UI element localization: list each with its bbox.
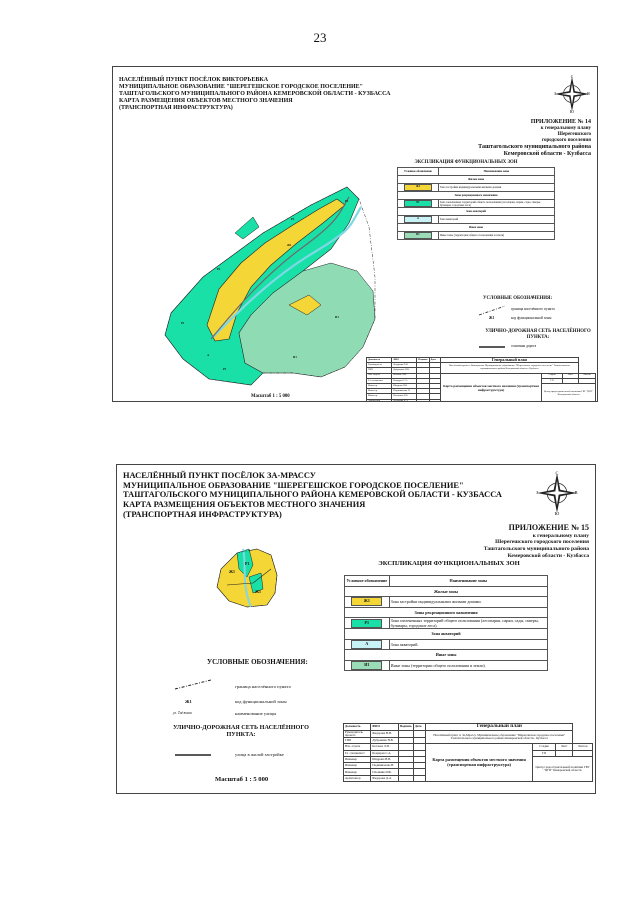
conditions-title: УСЛОВНЫЕ ОБОЗНАЧЕНИЯ: — [483, 296, 553, 301]
stamp-person: Бондарев С.А. — [371, 750, 398, 756]
stamp-role: Инженер — [344, 763, 371, 769]
stamp-col-head: Должность — [344, 724, 371, 731]
legend-code-cell — [345, 597, 390, 608]
legend-group-row — [398, 176, 555, 184]
legend-swatch: Ж1 — [351, 597, 382, 606]
solid-line-icon — [477, 345, 507, 349]
stamp-role: Инженер — [344, 756, 371, 762]
svg-text:С: С — [570, 75, 574, 79]
legend-header-name: Наименование зоны — [438, 168, 554, 176]
legend-header-code: Условное обозначение — [345, 576, 390, 587]
legend-group-name: Зоны рекреационного назначения — [398, 192, 555, 200]
svg-text:Ю: Ю — [554, 511, 560, 515]
map-sheet-za-mrassu — [116, 464, 596, 794]
legend-code-cell — [345, 660, 390, 671]
legend-group-row — [398, 208, 555, 216]
legend-code-cell — [398, 184, 439, 192]
stamp-person: Дубровина Н.В. — [392, 368, 417, 373]
zone-code-label: Р1 — [245, 561, 250, 566]
legend-row — [345, 597, 548, 608]
stamp-sheet-head: Лист — [562, 373, 578, 378]
legend-zone-name: Зона акваторий. — [389, 639, 547, 650]
legend-swatch: А — [351, 640, 382, 649]
stamp-person: Шадрова Н.В. — [392, 384, 417, 389]
svg-text:Ю: Ю — [570, 110, 574, 113]
stamp-role: ГИП — [344, 737, 371, 743]
zone-code-label: Р1 — [181, 321, 185, 325]
stamp-person: Котлова Л.И. — [371, 744, 398, 750]
appendix-line: к генеральному плану — [540, 126, 591, 132]
stamp-row — [344, 730, 593, 737]
stamp-person: Федорова Н.В. — [392, 363, 417, 368]
stamp-person: Федорова Н.В. — [371, 730, 398, 737]
title-line: МУНИЦИПАЛЬНОЕ ОБРАЗОВАНИЕ "ШЕРЕГЕШСКОЕ ГОРОДСКОЕ ПОСЕЛЕНИЕ" — [123, 480, 464, 490]
zone-code-label: Р1 — [217, 267, 221, 271]
stamp-stage: ГП — [542, 378, 563, 383]
title-line: КАРТА РАЗМЕЩЕНИЯ ОБЪЕКТОВ МЕСТНОГО ЗНАЧЕНИЯ — [123, 499, 366, 509]
title-line: МУНИЦИПАЛЬНОЕ ОБРАЗОВАНИЕ "ШЕРЕГЕШСКОЕ ГОРОДСКОЕ ПОСЕЛЕНИЕ" — [119, 83, 364, 90]
legend-group-name: Зона акваторий — [345, 629, 548, 640]
title-line: КАРТА РАЗМЕЩЕНИЯ ОБЪЕКТОВ МЕСТНОГО ЗНАЧЕНИЯ — [119, 97, 293, 104]
stamp-role: Инженер — [367, 394, 392, 399]
appendix-line: Шерегешского — [557, 132, 591, 138]
stamp-doc-name: Карта размещения объектов местного значения (транспортная инфраструктура) — [426, 744, 533, 782]
stamp-person: Плонкина Р.Ф. — [371, 769, 398, 775]
title-line: ТАШТАГОЛЬСКОГО МУНИЦИПАЛЬНОГО РАЙОНА КЕМЕРОВСКОЙ ОБЛАСТИ - КУЗБАССА — [119, 90, 391, 97]
stamp-signature — [398, 730, 413, 737]
map-sheet-viktorievka — [112, 66, 598, 402]
stamp-role: Инженер — [344, 769, 371, 775]
legend-swatch: И1 — [404, 232, 432, 239]
legend-group-name: Жилые зоны — [345, 586, 548, 597]
legend-row — [345, 618, 548, 629]
stamp-org: Центр градостроительной политики ГБУ "ЦГП" Кемеровской области — [542, 384, 596, 402]
stamp-subtitle: Населённый пункт п. Викторьевка. Муниципальное образование "Шерегешское городское поселение" Таштагольского муниципального района Кемеровской области - Кузбасса — [441, 363, 579, 373]
zone-code-label: И1 — [335, 315, 339, 319]
stamp-date — [413, 730, 425, 737]
zone-code-label: Р1 — [223, 367, 227, 371]
legend-group-row — [345, 586, 548, 597]
zone-code-label: И1 — [293, 355, 297, 359]
legend-row — [345, 660, 548, 671]
stamp-date — [413, 775, 425, 781]
stamp-person: Федорова Д.А. — [371, 775, 398, 781]
legend-group-row — [345, 629, 548, 640]
condition-label: код функциональной зоны — [235, 699, 287, 704]
legend-zone-name: Зона застройки индивидуальными жилыми домами — [438, 184, 554, 192]
map-scale: Масштаб 1 : 5 000 — [215, 776, 269, 783]
zone-code-label: Ж1 — [287, 243, 292, 247]
stamp-person: Подшивалова Н. — [392, 389, 417, 394]
stamp-role: Архитектор — [344, 775, 371, 781]
dash-dot-line-icon — [477, 303, 507, 317]
stamp-sheet-head: Листов — [578, 373, 595, 378]
stamp-sheet-head: Листов — [573, 744, 593, 750]
stamp-role: Инженер — [367, 389, 392, 394]
stamp-title: Генеральный план — [441, 358, 579, 363]
legend-header-row — [398, 168, 555, 176]
legend-swatch: Ж1 — [404, 184, 432, 191]
stamp-person: Шадрова Н.В. — [371, 756, 398, 762]
stamp-sheet-head: Стадия — [533, 744, 556, 750]
conditions-title: УСЛОВНЫЕ ОБОЗНАЧЕНИЯ: — [207, 658, 308, 666]
stamp-person: Котлова Л.И. — [392, 373, 417, 378]
stamp-doc-name: Карта размещения объектов местного значения (транспортная инфраструктура) — [441, 373, 542, 402]
solid-line-icon — [173, 753, 213, 757]
stamp-role: Гл. специалист — [367, 378, 392, 383]
stamp-col-head: Подпись — [399, 724, 412, 729]
condition-label: наименование улицы — [235, 711, 277, 716]
legend-group-name: Жилые зоны — [398, 176, 555, 184]
compass-rose-icon — [553, 75, 591, 113]
appendix-block — [387, 523, 589, 559]
title-line: НАСЕЛЁННЫЙ ПУНКТ ПОСЁЛОК ВИКТОРЬЕВКА — [119, 77, 269, 83]
condition-label: код функциональной зоны — [511, 316, 552, 320]
zone-code-label: Р1 — [345, 199, 349, 203]
stamp-date — [429, 399, 440, 402]
condition-label: граница населённого пункта — [511, 307, 555, 311]
stamp-col-head: Дата — [429, 358, 440, 363]
legend-code-cell — [345, 618, 390, 629]
stamp-col-head: Дата — [413, 724, 425, 731]
zone-code-label: Ж1 — [255, 589, 261, 594]
legend-row — [398, 200, 555, 208]
street-network-title: УЛИЧНО-ДОРОЖНАЯ СЕТЬ НАСЕЛЁННОГО ПУНКТА: — [173, 724, 309, 739]
stamp-person: Дубровина Н.В. — [371, 737, 398, 743]
stamp-person: Федорова Д.А. — [392, 399, 417, 402]
legend-header-name: Наименование зоны — [389, 576, 547, 587]
legend-group-name: Иные зоны — [345, 650, 548, 661]
zone-code-label: А — [207, 353, 210, 357]
stamp-role: Руководитель — [367, 363, 392, 368]
legend-swatch: И1 — [351, 661, 382, 670]
title-line: (ТРАНСПОРТНАЯ ИНФРАСТРУКТУРА) — [119, 104, 233, 111]
svg-text:З: З — [553, 91, 556, 96]
stamp-role: Архитектор — [367, 399, 392, 402]
condition-symbol: ул. Таёжная — [173, 711, 192, 715]
legend-group-name: Иные зоны — [398, 224, 555, 232]
legend-zone-name: Зона озелененных территорий общего пользования (лесопарки, парки, сады, скверы, бульвары, городские леса). — [389, 618, 547, 629]
street-network-title: УЛИЧНО-ДОРОЖНАЯ СЕТЬ НАСЕЛЁННОГО ПУНКТА: — [485, 329, 591, 340]
title-block-stamp — [366, 357, 596, 402]
title-line: (ТРАНСПОРТНАЯ ИНФРАСТРУКТУРА) — [123, 509, 282, 519]
svg-text:С: С — [555, 471, 559, 476]
stamp-signature — [398, 775, 413, 781]
svg-text:В: В — [574, 490, 578, 496]
zone-code-label: Ж1 — [229, 569, 235, 574]
stamp-title: Генеральный план — [426, 724, 573, 731]
legend-group-name: Зона акваторий — [398, 208, 555, 216]
stamp-sheet-head: Стадия — [542, 373, 563, 378]
legend-zone-name: Иные зоны (территории общего пользования и земли) — [438, 232, 554, 240]
street-item-label: улица в жилой застройке — [235, 752, 284, 757]
stamp-person: Плонкина Р.Ф. — [392, 394, 417, 399]
stamp-role: Нач. отдела — [344, 744, 371, 750]
svg-text:В: В — [587, 91, 590, 96]
stamp-col-head: ФИО — [392, 358, 417, 363]
zone-legend-table — [397, 167, 555, 240]
zone-recreation-r1 — [235, 217, 259, 239]
appendix-line: Кемеровской области - Кузбасса — [503, 151, 591, 158]
legend-zone-name: Иные зоны (территории общего пользования и земли). — [389, 660, 547, 671]
legend-header-code: Условное обозначение — [398, 168, 439, 176]
stamp-sheet-head: Лист — [555, 744, 572, 750]
legend-group-name: Зоны рекреационного назначения — [345, 607, 548, 618]
legend-zone-name: Зона озелененных территорий общего пользования (лесопарки, парки, сады, скверы, бульвары, городские леса) — [438, 200, 554, 208]
legend-swatch: Р1 — [404, 200, 432, 207]
stamp-org: Центр градостроительной политики ГБУ "ЦГП" Кемеровской области — [533, 756, 593, 781]
legend-code-cell — [345, 639, 390, 650]
condition-symbol: Ж1 — [185, 699, 192, 704]
legend-group-row — [398, 192, 555, 200]
stamp-subtitle: Населённый пункт п. За-Мрассу. Муниципальное образование "Шерегешское городское поселение" Таштагольского муниципального района Кемеровской области - Кузбасса — [426, 730, 573, 744]
map-scale: Масштаб 1 : 5 000 — [251, 394, 290, 399]
dash-dot-line-icon — [173, 677, 213, 691]
stamp-col-head: Должность — [367, 358, 392, 363]
legend-swatch: Р1 — [351, 619, 382, 628]
appendix-line: Таштагольского муниципального района — [483, 546, 589, 552]
title-block-stamp — [343, 723, 593, 782]
legend-swatch: А — [404, 216, 432, 223]
stamp-role: Нач. отдела — [367, 373, 392, 378]
stamp-stage: ГП — [533, 750, 556, 756]
street-item-label: основная дорога — [511, 344, 537, 348]
stamp-col-head: Подпись — [418, 357, 428, 361]
stamp-signature — [417, 399, 429, 402]
stamp-role: ГИП — [367, 368, 392, 373]
explication-title: ЭКСПЛИКАЦИЯ ФУНКЦИОНАЛЬНЫХ ЗОН — [378, 560, 520, 567]
appendix-number: ПРИЛОЖЕНИЕ № 15 — [508, 523, 589, 532]
stamp-role: Инженер — [367, 384, 392, 389]
legend-code-cell — [398, 200, 439, 208]
legend-row — [398, 184, 555, 192]
stamp-person: Подшивалова Н. — [371, 763, 398, 769]
appendix-line: городского поселения — [541, 138, 591, 144]
appendix-line: к генеральному плану — [532, 532, 589, 539]
svg-text:З: З — [536, 490, 539, 496]
stamp-role: Руководитель проекта — [344, 730, 371, 737]
condition-symbol: Ж1 — [489, 316, 495, 320]
legend-zone-name: Зона акваторий — [438, 216, 554, 224]
legend-row — [398, 216, 555, 224]
legend-row — [345, 639, 548, 650]
zone-code-label: Р1 — [291, 217, 295, 221]
compass-rose-icon — [535, 471, 579, 515]
legend-header-row — [345, 576, 548, 587]
appendix-line: Кемеровской области - Кузбасса — [507, 552, 589, 559]
legend-group-row — [345, 607, 548, 618]
zone-legend-table — [344, 575, 548, 671]
stamp-person: Бондарев С.А. — [392, 378, 417, 383]
legend-group-row — [398, 224, 555, 232]
legend-zone-name: Зона застройки индивидуальными жилыми домами. — [389, 597, 547, 608]
stamp-role: Гл. специалист — [344, 750, 371, 756]
legend-group-row — [345, 650, 548, 661]
page-number: 23 — [313, 30, 327, 45]
legend-code-cell — [398, 216, 439, 224]
appendix-line: Таштагольского муниципального района — [478, 144, 591, 151]
appendix-number: ПРИЛОЖЕНИЕ № 14 — [530, 119, 591, 125]
appendix-line: Шерегешского городского поселения — [495, 539, 589, 546]
map-title — [119, 77, 390, 111]
appendix-block — [413, 119, 591, 159]
title-line: НАСЕЛЁННЫЙ ПУНКТ ПОСЁЛОК ЗА-МРАССУ — [123, 471, 316, 480]
explication-title: ЭКСПЛИКАЦИЯ ФУНКЦИОНАЛЬНЫХ ЗОН — [414, 160, 518, 165]
legend-row — [398, 232, 555, 240]
title-line: ТАШТАГОЛЬСКОГО МУНИЦИПАЛЬНОГО РАЙОНА КЕМЕРОВСКОЙ ОБЛАСТИ - КУЗБАССА — [123, 490, 502, 500]
map-title — [123, 471, 502, 519]
condition-label: граница населённого пункта — [235, 684, 291, 689]
legend-code-cell — [398, 232, 439, 240]
stamp-col-head: ФИО — [371, 724, 398, 731]
